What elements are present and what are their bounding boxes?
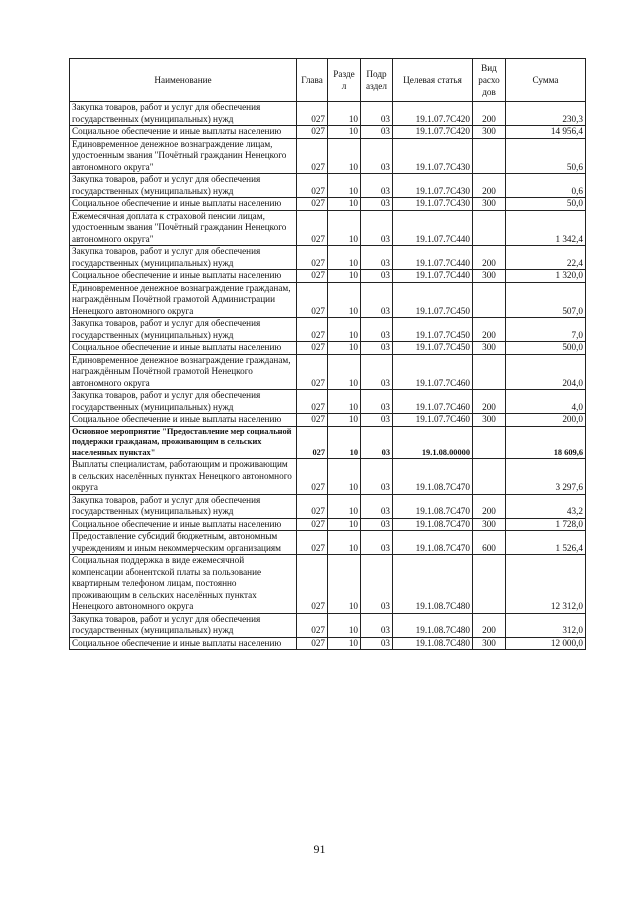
cell-section: 10 [328, 390, 361, 414]
table-row [70, 270, 586, 283]
table-row [70, 494, 586, 518]
cell-amount: 4,0 [506, 390, 586, 414]
cell-expense-type [473, 210, 506, 246]
cell-chapter: 027 [297, 102, 328, 126]
cell-section: 10 [328, 426, 361, 459]
cell-section: 10 [328, 198, 361, 211]
cell-amount: 500,0 [506, 342, 586, 355]
table-row [70, 531, 586, 555]
cell-subsection: 03 [361, 270, 393, 283]
table-row [70, 342, 586, 355]
cell-chapter: 027 [297, 318, 328, 342]
cell-amount: 0,6 [506, 174, 586, 198]
cell-section: 10 [328, 246, 361, 270]
cell-name: Ежемесячная доплата к страховой пенсии лицам, удостоенным звания "Почётный гражданин Ненецкого автономного округа" [70, 210, 297, 246]
cell-name: Закупка товаров, работ и услуг для обеспечения государственных (муниципальных) нужд [70, 318, 297, 342]
cell-chapter: 027 [297, 531, 328, 555]
cell-section: 10 [328, 282, 361, 318]
cell-chapter: 027 [297, 555, 328, 614]
cell-amount: 18 609,6 [506, 426, 586, 459]
cell-amount: 43,2 [506, 494, 586, 518]
cell-name: Закупка товаров, работ и услуг для обеспечения государственных (муниципальных) нужд [70, 390, 297, 414]
cell-target: 19.1.08.7С480 [393, 637, 473, 650]
table-row [70, 613, 586, 637]
cell-expense-type: 200 [473, 318, 506, 342]
cell-chapter: 027 [297, 174, 328, 198]
cell-name: Закупка товаров, работ и услуг для обеспечения государственных (муниципальных) нужд [70, 174, 297, 198]
cell-subsection: 03 [361, 518, 393, 531]
cell-expense-type [473, 354, 506, 390]
cell-expense-type [473, 459, 506, 495]
cell-subsection: 03 [361, 174, 393, 198]
table-row [70, 318, 586, 342]
cell-target: 19.1.07.7С450 [393, 282, 473, 318]
cell-expense-type: 300 [473, 270, 506, 283]
cell-name: Социальное обеспечение и иные выплаты населению [70, 414, 297, 427]
cell-subsection: 03 [361, 354, 393, 390]
cell-target: 19.1.07.7С440 [393, 210, 473, 246]
cell-subsection: 03 [361, 210, 393, 246]
cell-target: 19.1.07.7С460 [393, 414, 473, 427]
cell-section: 10 [328, 613, 361, 637]
cell-section: 10 [328, 174, 361, 198]
cell-target: 19.1.08.7С470 [393, 518, 473, 531]
cell-name: Единовременное денежное вознаграждение лицам, удостоенным звания "Почётный гражданин Ненецкого автономного округа" [70, 138, 297, 174]
cell-target: 19.1.08.7С470 [393, 531, 473, 555]
cell-subsection: 03 [361, 138, 393, 174]
cell-target: 19.1.07.7С420 [393, 126, 473, 139]
cell-target: 19.1.08.7С480 [393, 555, 473, 614]
cell-section: 10 [328, 270, 361, 283]
table-row [70, 282, 586, 318]
cell-subsection: 03 [361, 246, 393, 270]
table-row [70, 174, 586, 198]
cell-subsection: 03 [361, 342, 393, 355]
cell-amount: 22,4 [506, 246, 586, 270]
cell-section: 10 [328, 126, 361, 139]
cell-subsection: 03 [361, 282, 393, 318]
table-row [70, 138, 586, 174]
cell-target: 19.1.07.7С430 [393, 174, 473, 198]
cell-chapter: 027 [297, 426, 328, 459]
cell-chapter: 027 [297, 637, 328, 650]
cell-subsection: 03 [361, 198, 393, 211]
cell-amount: 204,0 [506, 354, 586, 390]
cell-amount: 12 000,0 [506, 637, 586, 650]
header-target: Целевая статья [393, 59, 473, 102]
cell-section: 10 [328, 414, 361, 427]
cell-expense-type: 200 [473, 390, 506, 414]
cell-expense-type: 300 [473, 637, 506, 650]
cell-chapter: 027 [297, 390, 328, 414]
cell-subsection: 03 [361, 318, 393, 342]
cell-expense-type: 200 [473, 174, 506, 198]
cell-amount: 50,6 [506, 138, 586, 174]
table-row [70, 102, 586, 126]
cell-target: 19.1.07.7С450 [393, 342, 473, 355]
table-row [70, 198, 586, 211]
cell-chapter: 027 [297, 414, 328, 427]
cell-amount: 507,0 [506, 282, 586, 318]
cell-section: 10 [328, 138, 361, 174]
cell-subsection: 03 [361, 426, 393, 459]
cell-name: Социальное обеспечение и иные выплаты населению [70, 518, 297, 531]
cell-amount: 50,0 [506, 198, 586, 211]
cell-target: 19.1.08.00000 [393, 426, 473, 459]
cell-expense-type: 600 [473, 531, 506, 555]
cell-expense-type: 200 [473, 246, 506, 270]
cell-target: 19.1.07.7С460 [393, 390, 473, 414]
cell-subsection: 03 [361, 102, 393, 126]
cell-subsection: 03 [361, 494, 393, 518]
header-expense-type: Вид расхо дов [473, 59, 506, 102]
cell-section: 10 [328, 102, 361, 126]
cell-expense-type: 300 [473, 126, 506, 139]
table-row [70, 354, 586, 390]
cell-amount: 230,3 [506, 102, 586, 126]
table-row [70, 555, 586, 614]
cell-subsection: 03 [361, 531, 393, 555]
cell-name: Предоставление субсидий бюджетным, автономным учреждениям и иным некоммерческим организациям [70, 531, 297, 555]
header-section: Разде л [328, 59, 361, 102]
cell-name: Социальная поддержка в виде ежемесячной компенсации абонентской платы за пользование квартирным телефоном лицам, постоянно проживающим в сельских населённых пунктах Ненецкого автономного округа [70, 555, 297, 614]
cell-subsection: 03 [361, 414, 393, 427]
cell-target: 19.1.07.7С420 [393, 102, 473, 126]
cell-expense-type: 200 [473, 102, 506, 126]
cell-target: 19.1.08.7С480 [393, 613, 473, 637]
cell-section: 10 [328, 555, 361, 614]
cell-name: Социальное обеспечение и иные выплаты населению [70, 270, 297, 283]
cell-expense-type [473, 282, 506, 318]
cell-chapter: 027 [297, 246, 328, 270]
cell-chapter: 027 [297, 518, 328, 531]
cell-section: 10 [328, 518, 361, 531]
cell-section: 10 [328, 354, 361, 390]
header-name: Наименование [70, 59, 297, 102]
table-row [70, 126, 586, 139]
cell-amount: 200,0 [506, 414, 586, 427]
cell-expense-type [473, 138, 506, 174]
cell-expense-type: 300 [473, 414, 506, 427]
cell-target: 19.1.07.7С430 [393, 198, 473, 211]
cell-name: Социальное обеспечение и иные выплаты населению [70, 637, 297, 650]
cell-chapter: 027 [297, 210, 328, 246]
cell-amount: 1 342,4 [506, 210, 586, 246]
cell-name: Закупка товаров, работ и услуг для обеспечения государственных (муниципальных) нужд [70, 246, 297, 270]
cell-target: 19.1.07.7С430 [393, 138, 473, 174]
cell-target: 19.1.07.7С440 [393, 246, 473, 270]
cell-section: 10 [328, 637, 361, 650]
table-row [70, 518, 586, 531]
cell-amount: 1 526,4 [506, 531, 586, 555]
cell-chapter: 027 [297, 270, 328, 283]
cell-chapter: 027 [297, 282, 328, 318]
cell-amount: 1 728,0 [506, 518, 586, 531]
cell-expense-type: 300 [473, 198, 506, 211]
table-row [70, 390, 586, 414]
cell-amount: 1 320,0 [506, 270, 586, 283]
cell-chapter: 027 [297, 354, 328, 390]
header-subsection: Подр аздел [361, 59, 393, 102]
cell-section: 10 [328, 459, 361, 495]
cell-amount: 14 956,4 [506, 126, 586, 139]
cell-subsection: 03 [361, 637, 393, 650]
cell-name: Социальное обеспечение и иные выплаты населению [70, 126, 297, 139]
cell-name: Социальное обеспечение и иные выплаты населению [70, 198, 297, 211]
cell-target: 19.1.08.7С470 [393, 494, 473, 518]
budget-table [69, 58, 586, 650]
cell-section: 10 [328, 318, 361, 342]
cell-expense-type: 300 [473, 342, 506, 355]
cell-amount: 7,0 [506, 318, 586, 342]
cell-expense-type: 200 [473, 613, 506, 637]
table-header-row [70, 59, 586, 102]
cell-chapter: 027 [297, 494, 328, 518]
cell-subsection: 03 [361, 459, 393, 495]
cell-chapter: 027 [297, 459, 328, 495]
table-row [70, 426, 586, 459]
cell-name: Закупка товаров, работ и услуг для обеспечения государственных (муниципальных) нужд [70, 613, 297, 637]
cell-name: Основное мероприятие "Предоставление мер социальной поддержки гражданам, проживающим в сельских населенных пунктах" [70, 426, 297, 459]
table-row [70, 246, 586, 270]
cell-name: Единовременное денежное вознаграждение гражданам, награждённым Почётной грамотой Администрации Ненецкого автономного округа [70, 282, 297, 318]
cell-subsection: 03 [361, 613, 393, 637]
cell-expense-type: 200 [473, 494, 506, 518]
page-number: 91 [313, 842, 326, 856]
cell-subsection: 03 [361, 555, 393, 614]
cell-chapter: 027 [297, 198, 328, 211]
cell-name: Выплаты специалистам, работающим и проживающим в сельских населённых пунктах Ненецкого автономного округа [70, 459, 297, 495]
header-amount: Сумма [506, 59, 586, 102]
table-row [70, 459, 586, 495]
cell-section: 10 [328, 210, 361, 246]
cell-amount: 312,0 [506, 613, 586, 637]
cell-section: 10 [328, 531, 361, 555]
table-row [70, 637, 586, 650]
cell-expense-type [473, 426, 506, 459]
cell-subsection: 03 [361, 126, 393, 139]
cell-target: 19.1.07.7С440 [393, 270, 473, 283]
cell-amount: 12 312,0 [506, 555, 586, 614]
cell-chapter: 027 [297, 138, 328, 174]
cell-target: 19.1.07.7С450 [393, 318, 473, 342]
cell-section: 10 [328, 342, 361, 355]
table-body [70, 102, 586, 650]
cell-subsection: 03 [361, 390, 393, 414]
cell-chapter: 027 [297, 342, 328, 355]
cell-expense-type [473, 555, 506, 614]
cell-name: Социальное обеспечение и иные выплаты населению [70, 342, 297, 355]
cell-name: Единовременное денежное вознаграждение гражданам, награждённым Почётной грамотой Ненецкого автономного округа [70, 354, 297, 390]
cell-chapter: 027 [297, 126, 328, 139]
table-row [70, 414, 586, 427]
cell-amount: 3 297,6 [506, 459, 586, 495]
cell-section: 10 [328, 494, 361, 518]
cell-target: 19.1.08.7С470 [393, 459, 473, 495]
header-chapter: Глава [297, 59, 328, 102]
table-row [70, 210, 586, 246]
cell-expense-type: 300 [473, 518, 506, 531]
cell-name: Закупка товаров, работ и услуг для обеспечения государственных (муниципальных) нужд [70, 102, 297, 126]
cell-chapter: 027 [297, 613, 328, 637]
cell-name: Закупка товаров, работ и услуг для обеспечения государственных (муниципальных) нужд [70, 494, 297, 518]
cell-target: 19.1.07.7С460 [393, 354, 473, 390]
